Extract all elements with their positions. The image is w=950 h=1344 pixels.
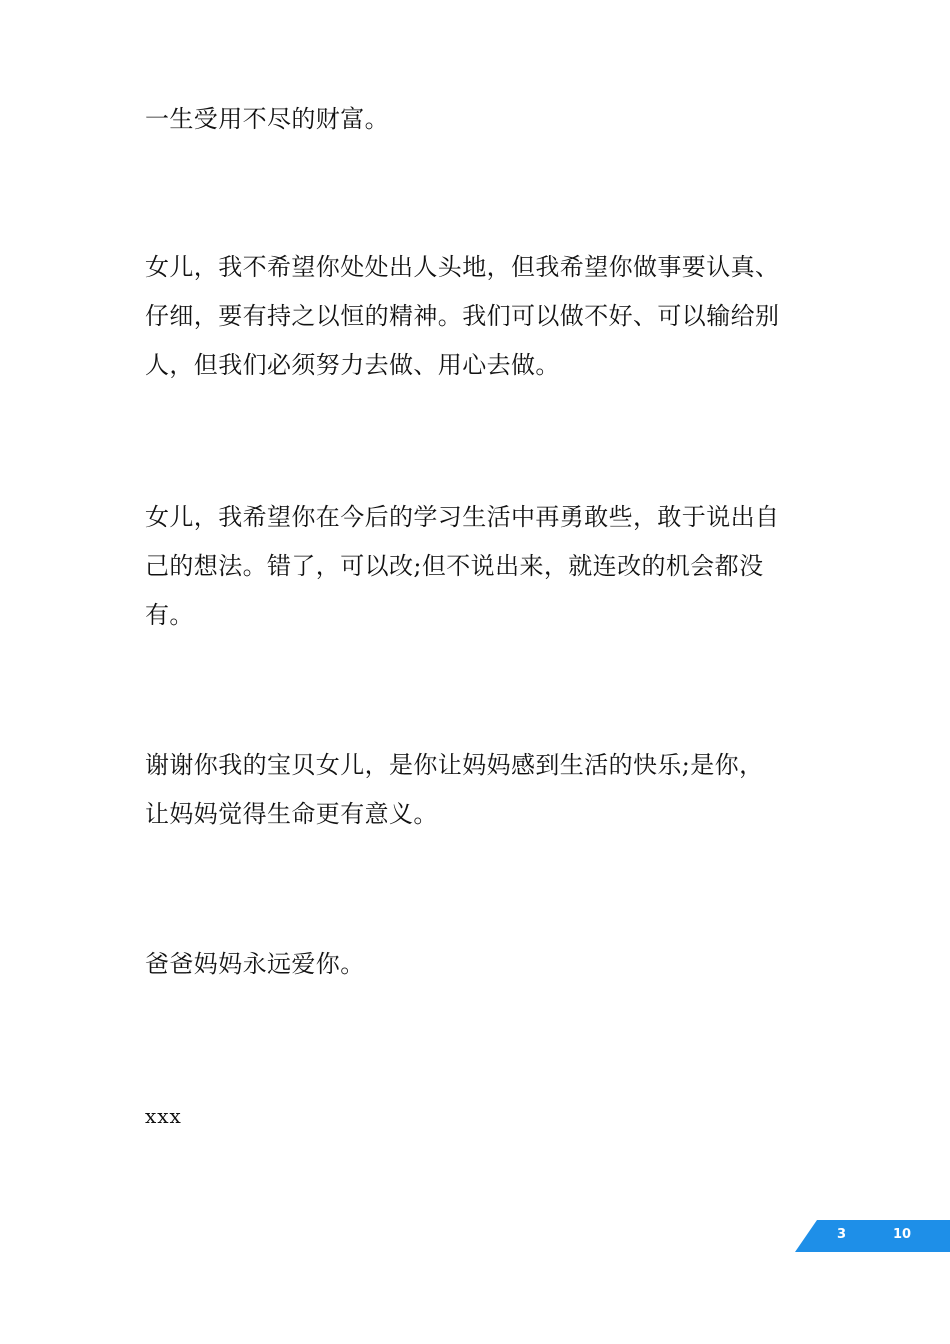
total-pages-number: 10 xyxy=(893,1227,912,1242)
paragraph-1: 一生受用不尽的财富。 xyxy=(145,105,389,133)
paragraph-3: 女儿，我希望你在今后的学习生活中再勇敢些，敢于说出自 己的想法。错了，可以改;但不说出来，就连改的机会都没 有。 xyxy=(145,503,780,629)
page-number-badge xyxy=(795,1220,950,1252)
paragraph-4: 谢谢你我的宝贝女儿，是你让妈妈感到生活的快乐;是你， 让妈妈觉得生命更有意义。 xyxy=(145,751,764,828)
current-page-number: 3 xyxy=(837,1227,847,1242)
page-badge-shape xyxy=(795,1220,950,1252)
paragraph-2: 女儿，我不希望你处处出人头地，但我希望你做事要认真、 仔细，要有持之以恒的精神。我们可以做不好、可以输给别 人，但我们必须努力去做、用心去做。 xyxy=(145,253,780,379)
paragraph-5: 爸爸妈妈永远爱你。 xyxy=(145,950,365,978)
signature: xxx xyxy=(145,1104,182,1128)
